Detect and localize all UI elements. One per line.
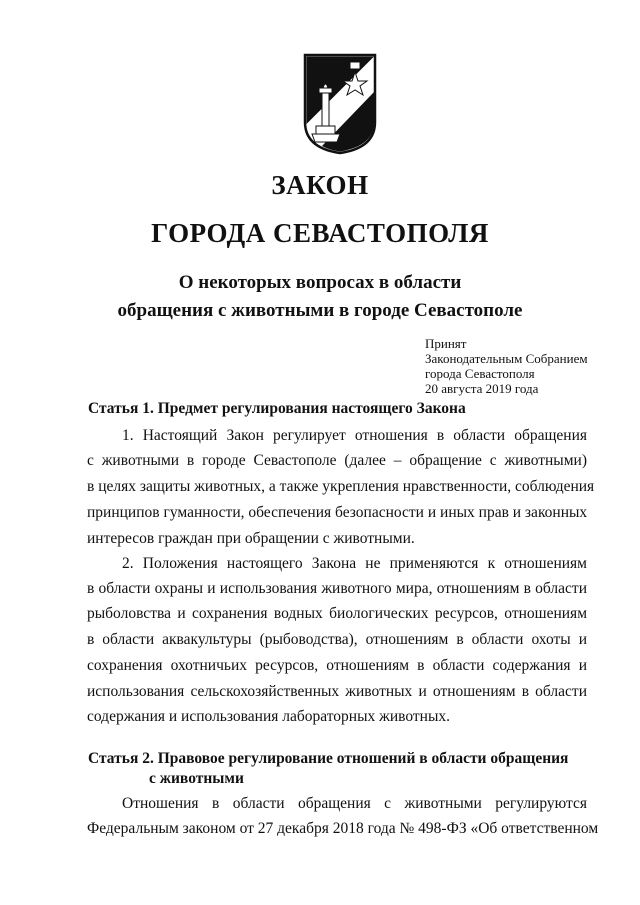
law-title: ЗАКОН [271,170,369,200]
adoption-line: Законодательным Собранием [425,351,588,366]
article-1-text-line: в целях защиты животных, а также укрепления нравственности, соблюдения [87,478,595,495]
adoption-date: 20 августа 2019 года [425,381,539,396]
article-1-text-line: принципов гуманности, обеспечения безопасности и иных прав и законных [87,504,588,521]
adoption-line: Принят [425,336,467,351]
article-1-text-line: интересов граждан при обращении с животными. [87,530,415,547]
article-1-text-line: рыболовства и сохранения водных биологических ресурсов, отношениям [87,605,587,622]
coat-of-arms-icon [302,52,378,156]
law-subtitle-line2: обращения с животными в городе Севастополе [117,300,523,321]
article-1-text-line: в области охраны и использования животного мира, отношениям в области [87,580,587,597]
article-1-text-line: в области аквакультуры (рыбоводства), отношениям в области охоты и [87,631,587,648]
article-2-heading: Статья 2. Правовое регулирование отношений в области обращения [88,750,569,767]
law-title-city: ГОРОДА СЕВАСТОПОЛЯ [151,218,489,248]
article-1-text-line: 2. Положения настоящего Закона не применяются к отношениям [122,555,587,572]
article-1-text-line: сохранения охотничьих ресурсов, отношениям в области содержания и [87,657,587,674]
article-1-heading: Статья 1. Предмет регулирования настоящего Закона [88,400,466,417]
article-2-heading-cont: с животными [149,770,244,787]
adoption-block [425,336,588,396]
article-1-text-line: содержания и использования лабораторных животных. [87,708,450,725]
adoption-line: города Севастополя [425,366,535,381]
article-2-text-line: Отношения в области обращения с животными регулируются [122,795,587,812]
article-1-text-line: с животными в городе Севастополе (далее – обращение с животными) [87,452,587,469]
article-1-text-line: 1. Настоящий Закон регулирует отношения в области обращения [122,427,587,444]
article-2-text-line: Федеральным законом от 27 декабря 2018 года № 498-ФЗ «Об ответственном [87,820,599,837]
law-subtitle-line1: О некоторых вопросах в области [178,272,462,293]
article-1-text-line: использования сельскохозяйственных животных и отношениям в области [87,683,587,700]
